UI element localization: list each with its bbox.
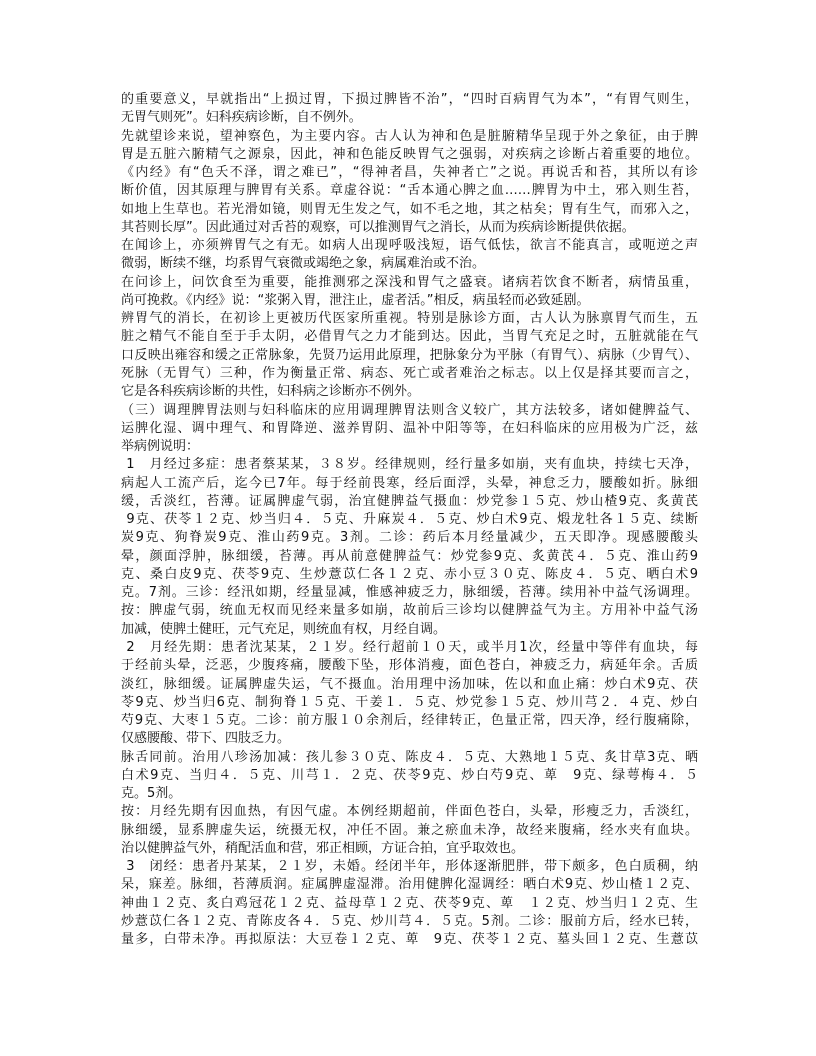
text-line: 呆，寐差。脉细，苔薄质润。症属脾虚湿滞。治用健脾化湿调经：晒白术9克、炒山楂１２克、 — [121, 877, 698, 893]
text-line: 无胃气则死”。妇科疾病诊断，自不例外。 — [121, 110, 362, 126]
text-line: 脏之精气不能自至于手太阴，必借胃气之力才能到达。因此，当胃气充足之时，五脏就能在气 — [121, 329, 698, 345]
text-line: 断价值，因其原理与脾胃有关系。章虚谷说：“舌本通心脾之血……脾胃为中土，邪入则生苔， — [121, 183, 698, 199]
text-line: 微弱，断续不继，均系胃气衰微或竭绝之象，病属难治或不治。 — [121, 256, 486, 272]
text-line: 运脾化湿、调中理气、和胃降逆、滋养胃阴、温补中阳等等，在妇科临床的应用极为广泛，兹 — [121, 420, 698, 436]
text-line: 1 月经过多症：患者蔡某某，３８岁。经律规则，经行量多如崩，夹有血块，持续七天净， — [121, 457, 698, 473]
text-line: 脉细缓，显系脾虚失运，统摄无权，冲任不固。兼之瘀血未净，故经来腹痛，经水夹有血块。 — [121, 822, 698, 838]
text-line: 在问诊上，问饮食至为重要，能推测邪之深浅和胃气之盛衰。诸病若饮食不断者，病情虽重， — [121, 274, 698, 290]
text-line: 炒薏苡仁各１２克、青陈皮各４．５克、炒川芎４．５克。5剂。二诊：服前方后，经水已转， — [121, 913, 698, 929]
text-line: 克、桑白皮9克、茯苓9克、生炒薏苡仁各１２克、赤小豆３０克、陈皮４．５克、晒白术9 — [121, 566, 698, 582]
text-line: 治以健脾益气外，稍配活血和营，邪正相顾，方证合拍，宜乎取效也。 — [121, 840, 525, 856]
text-line: 在闻诊上，亦须辨胃气之有无。如病人出现呼吸浅短，语气低怯，欲言不能真言，或呃逆之声 — [121, 238, 698, 254]
text-line: 辨胃气的消长，在初诊上更被历代医家所重视。特别是脉诊方面，古人认为脉禀胃气而生，五 — [121, 311, 698, 327]
text-line: 胃是五脏六腑精气之源泉，因此，神和色能反映胃气之强弱，对疾病之诊断占着重要的地位。 — [121, 146, 698, 162]
text-line: 口反映出雍容和缓之正常脉象，先贤乃运用此原理，把脉象分为平脉（有胃气）、病脉（少胃气）、 — [121, 347, 698, 363]
text-line: 神曲１２克、炙白鸡冠花１２克、益母草１２克、茯苓9克、萆 １２克、炒当归１２克、生 — [121, 895, 698, 911]
text-line: 脉舌同前。治用八珍汤加减：孩儿参３０克、陈皮４．５克、大熟地１５克、炙甘草3克、晒 — [121, 749, 698, 765]
text-line: 克。5剂。 — [121, 786, 182, 802]
text-line: 加减，使脾土健旺，元气充足，则统血有权，月经自调。 — [121, 621, 447, 637]
text-line: 于经前头晕，泛恶，少腹疼痛，腰酸下坠，形体消瘦，面色苍白，神疲乏力，病延年余。舌质 — [121, 658, 698, 674]
text-line: 其苔则长厚”。因此通过对舌苔的观察，可以推测胃气之消长，从而为疾病诊断提供依据。 — [121, 219, 635, 235]
text-line: 按：脾虚气弱，统血无权而见经来量多如崩，故前后三诊均以健脾益气为主。方用补中益气汤 — [121, 603, 698, 619]
text-line: 量多，白带未净。再拟原法：大豆卷１２克、萆 9克、茯苓１２克、墓头回１２克、生薏苡 — [121, 932, 698, 948]
text-line: 按：月经先期有因血热，有因气虚。本例经期超前，伴面色苍白，头晕，形瘦乏力，舌淡红， — [121, 804, 698, 820]
text-line: 2 月经先期：患者沈某某，２１岁。经行超前１０天，或半月1次，经量中等伴有血块，每 — [121, 639, 698, 655]
text-line: 它是各科疾病诊断的共性，妇科病之诊断亦不例外。 — [121, 384, 421, 400]
text-line: 9克、茯苓１２克、炒当归４．５克、升麻炭４．５克、炒白术9克、煅龙牡各１５克、续断 — [121, 512, 698, 528]
text-line: 的重要意义，早就指出“上损过胃，下损过脾皆不治”，“四时百病胃气为本”，“有胃气则生， — [121, 92, 698, 107]
text-line: 克。7剂。三诊：经汛如期，经量显减，惟感神疲乏力，脉细缓，苔薄。续用补中益气汤调理。 — [121, 585, 698, 601]
text-line: 仅感腰酸、带下、四肢乏力。 — [121, 731, 291, 747]
text-line: 死脉（无胃气）三种，作为衡量正常、病态、死亡或者难治之标志。以上仅是择其要而言之， — [121, 365, 698, 381]
text-line: 尚可挽救。《内经》说：“浆粥入胃，泄注止，虚者活。”相反，病虽轻而必致延剧。 — [121, 292, 590, 308]
text-line: 病起人工流产后，迄今已7年。每于经前畏寒，经后面浮，头晕，神怠乏力，腰酸如折。脉细 — [121, 475, 698, 491]
text-line: 3 闭经：患者丹某某，２１岁，未婚。经闭半年，形体逐渐肥胖，带下颇多，色白质稠，纳 — [121, 859, 698, 875]
text-line: 《内经》有“色夭不泽，谓之难已”，“得神者昌，失神者亡”之说。再说舌和苔，其所以有诊 — [121, 165, 698, 181]
document-page — [121, 91, 698, 949]
text-line: 举病例说明： — [121, 439, 200, 455]
text-line: 淡红，脉细缓。证属脾虚失运，气不摄血。治用理中汤加味，佐以和血止痛：炒白术9克、茯 — [121, 676, 698, 692]
text-line: 缓，舌淡红，苔薄。证属脾虚气弱，治宜健脾益气摄血：炒党参１５克、炒山楂9克、炙黄芪 — [121, 493, 698, 509]
text-line: （三）调理脾胃法则与妇科临床的应用调理脾胃法则含义较广，其方法较多，诸如健脾益气、 — [121, 402, 698, 418]
text-line: 芍9克、大枣１５克。二诊：前方服１０余剂后，经律转正，色量正常，四天净，经行腹痛除， — [121, 713, 698, 729]
text-line: 如地上生草也。若光滑如镜，则胃无生发之气，如不毛之地，其之枯矣；胃有生气，而邪入之， — [121, 201, 698, 217]
text-line: 苓9克、炒当归6克、制狗脊１５克、干姜１．５克、炒党参１５克、炒川芎２．４克、炒白 — [121, 694, 698, 710]
text-line: 炭9克、狗脊炭9克、淮山药9克。3剂。二诊：药后本月经量减少，五天即净。现感腰酸头 — [121, 530, 698, 546]
text-line: 白术9克、当归４．５克、川芎１．２克、茯苓9克、炒白芍9克、萆 9克、绿萼梅４．５ — [121, 767, 698, 783]
text-line: 晕，颜面浮肿，脉细缓，苔薄。再从前意健脾益气：炒党参9克、炙黄芪４．５克、淮山药9 — [121, 548, 698, 564]
text-line: 先就望诊来说，望神察色，为主要内容。古人认为神和色是脏腑精华呈现于外之象征，由于脾 — [121, 128, 698, 144]
